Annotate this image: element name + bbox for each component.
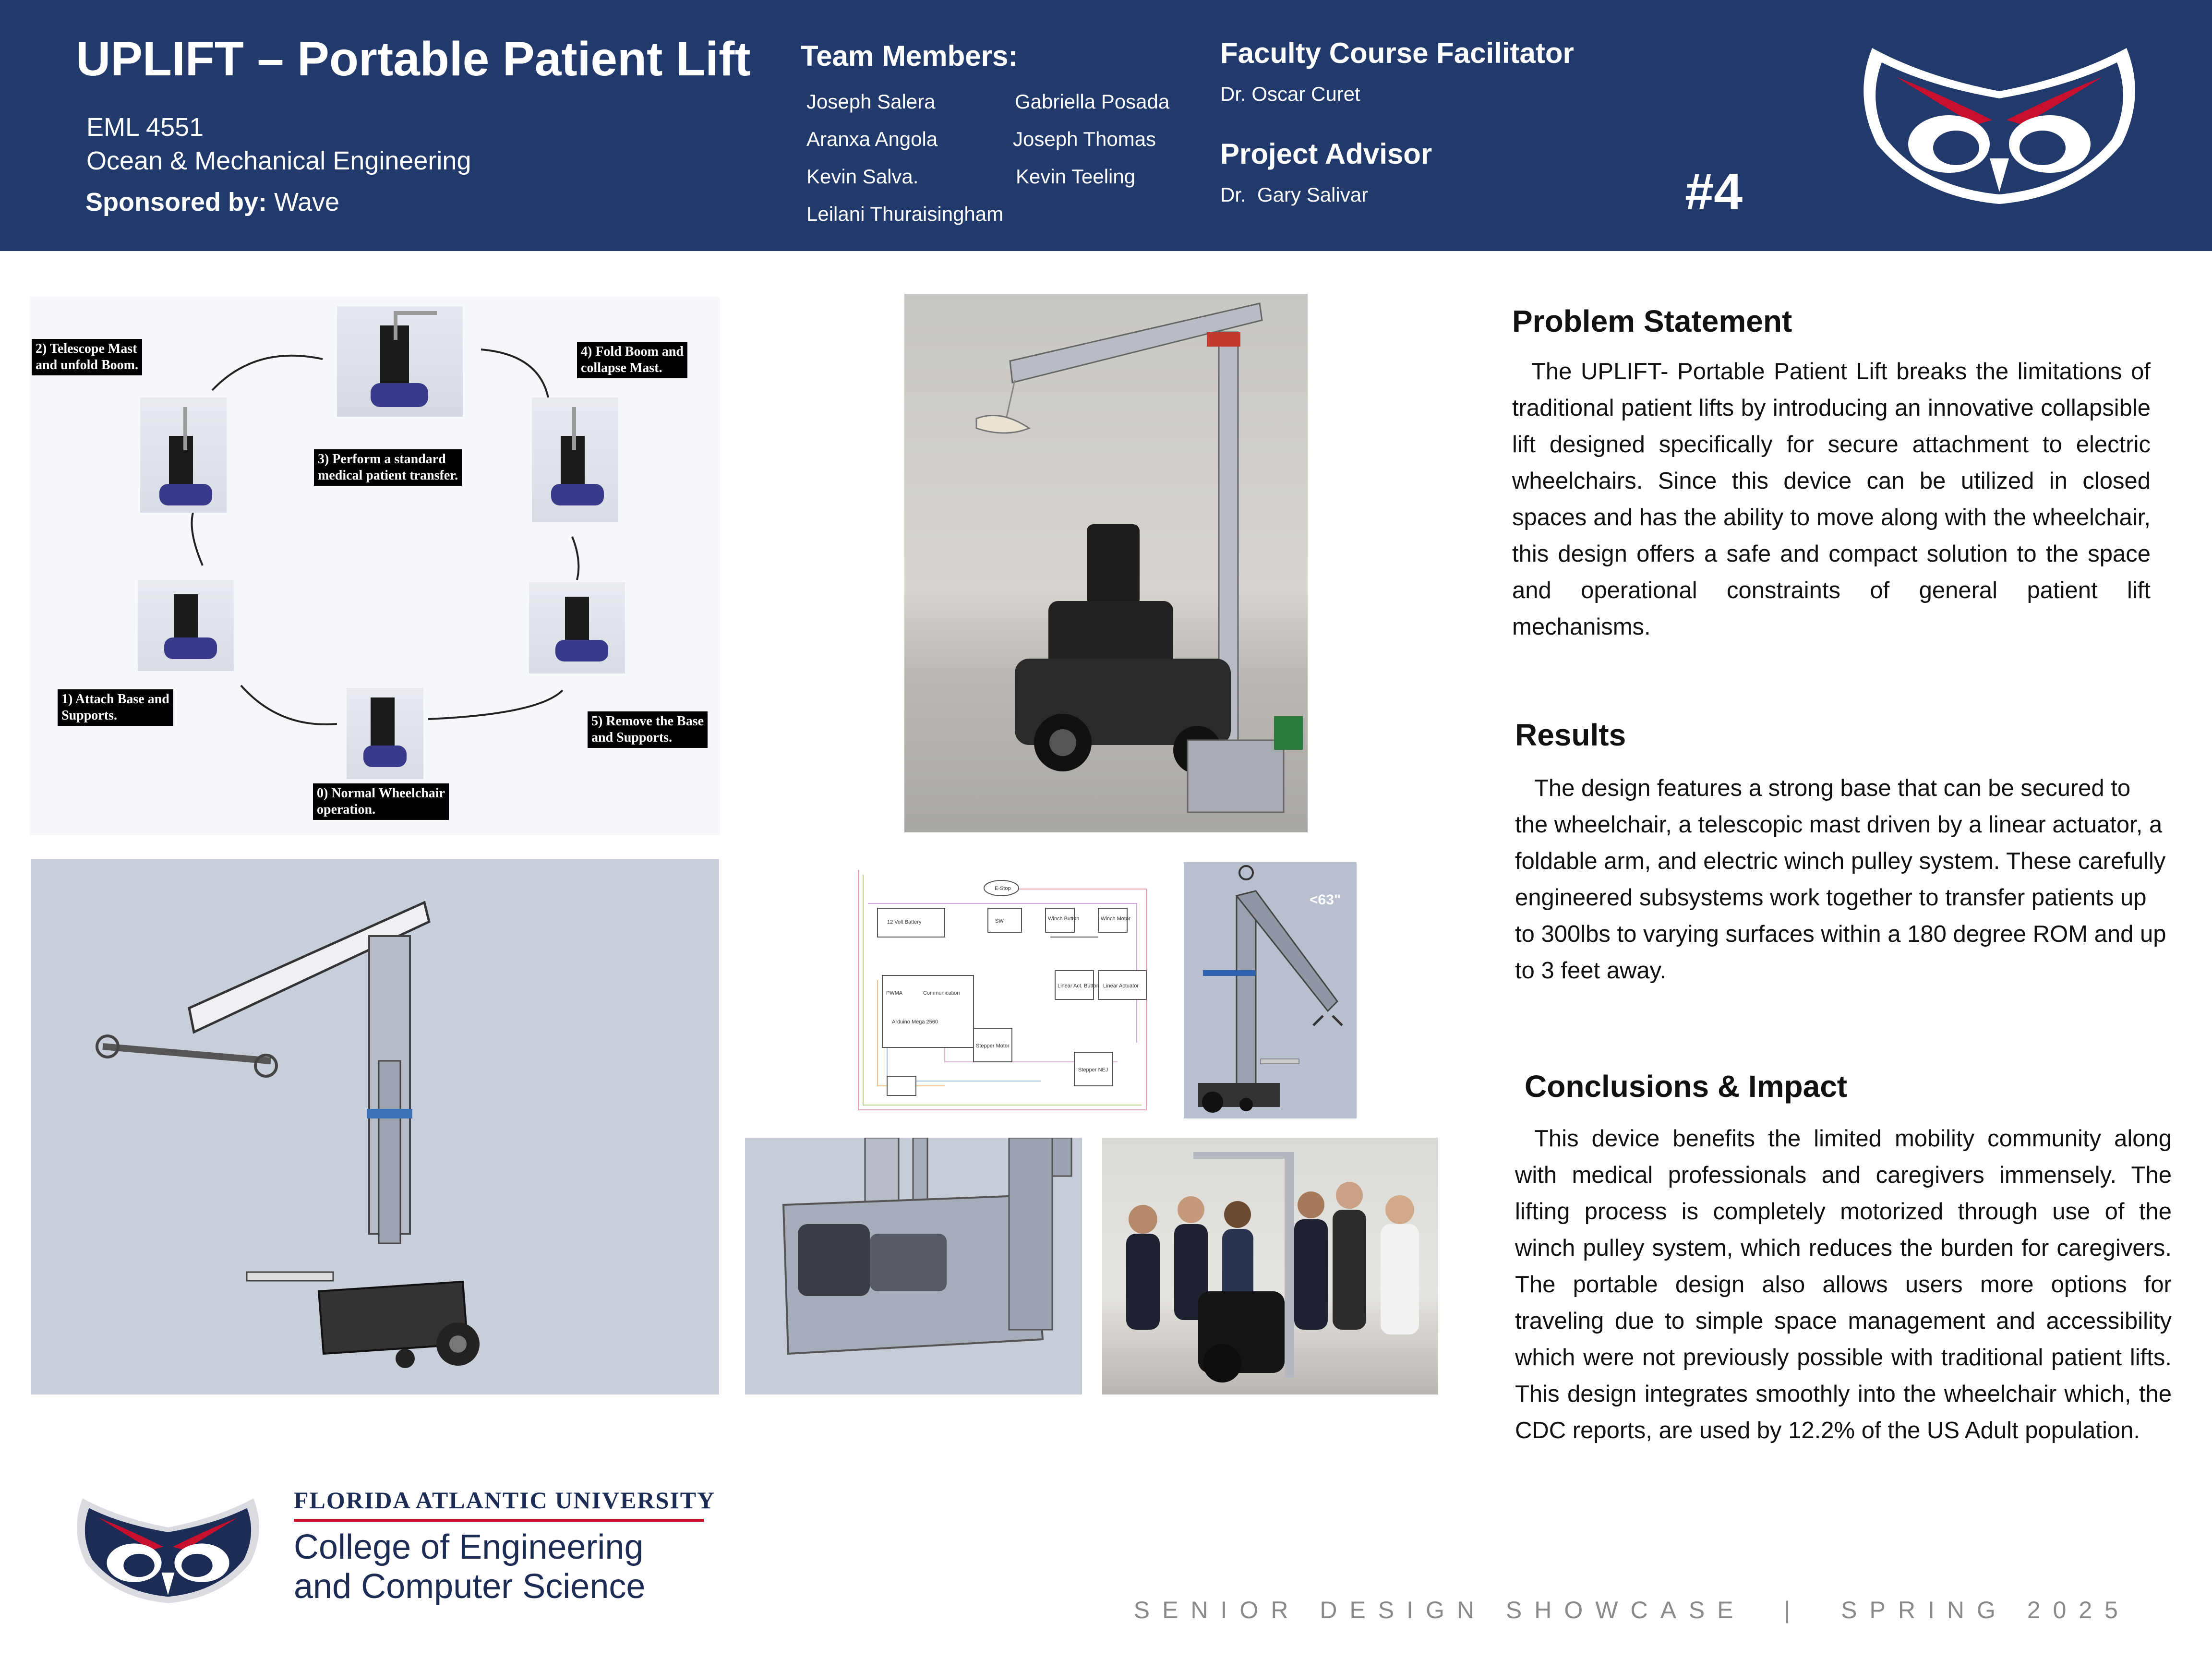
wiring-diagram xyxy=(849,860,1156,1119)
team-member: Kevin Teeling xyxy=(1016,165,1136,188)
arrow xyxy=(572,537,578,580)
wire-label: Stepper Motor xyxy=(976,1043,1010,1049)
wire-label: Arduino Mega 2560 xyxy=(892,1019,938,1025)
conclusions-title: Conclusions & Impact xyxy=(1525,1069,1848,1104)
wire-label: Communication xyxy=(923,990,960,996)
advisor-name: Dr. Gary Salivar xyxy=(1220,183,1369,206)
poster-title: UPLIFT – Portable Patient Lift xyxy=(76,32,751,86)
base-closeup-render xyxy=(745,1138,1082,1395)
step-2-caption: 2) Telescope Mast and unfold Boom. xyxy=(32,339,142,375)
team-member: Joseph Salera xyxy=(806,90,936,113)
university-divider xyxy=(294,1519,704,1522)
arrow xyxy=(212,356,323,390)
wire-label: Winch Button xyxy=(1048,916,1080,922)
sponsor-line xyxy=(85,187,339,217)
step-1-caption: 1) Attach Base and Supports. xyxy=(58,689,173,726)
team-member: Kevin Salva. xyxy=(806,165,919,188)
showcase-footer: SENIOR DESIGN SHOWCASE | SPRING 2025 xyxy=(1133,1597,2130,1623)
wire-label: E-Stop xyxy=(995,886,1011,891)
render-step-4 xyxy=(532,397,618,522)
advisor-heading: Project Advisor xyxy=(1220,138,1432,170)
team-photo xyxy=(1102,1138,1438,1395)
render-step-1 xyxy=(138,580,234,671)
wire-label: Winch Motor xyxy=(1101,916,1130,922)
lift-cycle-diagram xyxy=(30,297,720,835)
problem-title: Problem Statement xyxy=(1512,304,1792,338)
arrow xyxy=(192,513,203,565)
arrow xyxy=(241,685,337,724)
problem-body: The UPLIFT- Portable Patient Lift breaks the limitations of traditional patient lifts by introducing an innovative collapsible lift designed specifically for secure attachment to electric wheelchairs. Since this device can be utilized in closed spaces and has the ability to move along with the wheelchair, this design offers a safe and compact solution to the space and operational constraints of general patient lift mechanisms. xyxy=(1512,359,2151,640)
step-4-caption: 4) Fold Boom and collapse Mast. xyxy=(577,342,687,378)
facilitator-heading: Faculty Course Facilitator xyxy=(1220,37,1574,69)
results-title: Results xyxy=(1515,718,1626,752)
header-banner xyxy=(0,0,2212,251)
team-member: Joseph Thomas xyxy=(1013,128,1156,150)
university-name: FLORIDA ATLANTIC UNIVERSITY xyxy=(294,1487,716,1514)
team-heading: Team Members: xyxy=(801,40,1018,72)
sponsor-name: Wave xyxy=(274,188,340,216)
arrow xyxy=(428,690,563,719)
step-0-caption: 0) Normal Wheelchair operation. xyxy=(313,783,449,820)
sponsor-label: Sponsored by: xyxy=(85,188,267,216)
wire-label: SW xyxy=(995,918,1004,924)
fau-owl-logo xyxy=(1853,38,2146,206)
college-line-2: and Computer Science xyxy=(294,1567,646,1606)
render-step-1a xyxy=(140,397,227,513)
step-3-caption: 3) Perform a standard medical patient transfer. xyxy=(314,449,462,486)
arrow xyxy=(481,349,548,397)
wire-label: PWMA xyxy=(886,990,903,996)
prototype-photo xyxy=(904,294,1308,832)
wire-label: Linear Act. Button xyxy=(1058,983,1099,989)
project-number: #4 xyxy=(1685,162,1743,220)
wire-label: Stepper NEJ xyxy=(1078,1067,1108,1073)
reach-label: <63" xyxy=(1310,892,1341,908)
department: Ocean & Mechanical Engineering xyxy=(86,146,471,175)
render-step-0 xyxy=(347,688,423,779)
conclusions-body: This device benefits the limited mobility community along with medical professionals and caregivers immensely. The lifting process is completely motorized through use of the winch pulley system, which reduces the burden for caregivers. The portable design also allows users more options for traveling due to simple space management and accessibility which were not previously possible with traditional patient lifts. This design integrates smoothly into the wheelchair which, the CDC reports, are used by 12.2% of the US Adult population. xyxy=(1515,1126,2172,1443)
step-5-caption: 5) Remove the Base and Supports. xyxy=(588,711,708,748)
facilitator-name: Dr. Oscar Curet xyxy=(1220,83,1360,105)
team-member: Aranxa Angola xyxy=(806,128,938,150)
side-view-render xyxy=(1184,862,1357,1118)
cad-model-image xyxy=(31,859,719,1395)
team-member: Leilani Thuraisingham xyxy=(806,203,1004,225)
render-step-2 xyxy=(337,306,463,417)
course-code: EML 4551 xyxy=(86,113,204,142)
render-step-5 xyxy=(529,582,625,673)
college-line-1: College of Engineering xyxy=(294,1528,644,1566)
wire-label: 12 Volt Battery xyxy=(887,919,922,925)
team-member: Gabriella Posada xyxy=(1015,90,1170,113)
wire-label: Linear Actuator xyxy=(1103,983,1139,989)
fau-owl-footer-logo xyxy=(67,1492,269,1605)
results-body: The design features a strong base that can be secured to the wheelchair, a telescopic mast driven by a linear actuator, a foldable arm, and electric winch pulley system. These carefully engineered subsystems work together to transfer patients up to 300lbs to varying surfaces within a 180 degree ROM and up to 3 feet away. xyxy=(1515,775,2166,984)
